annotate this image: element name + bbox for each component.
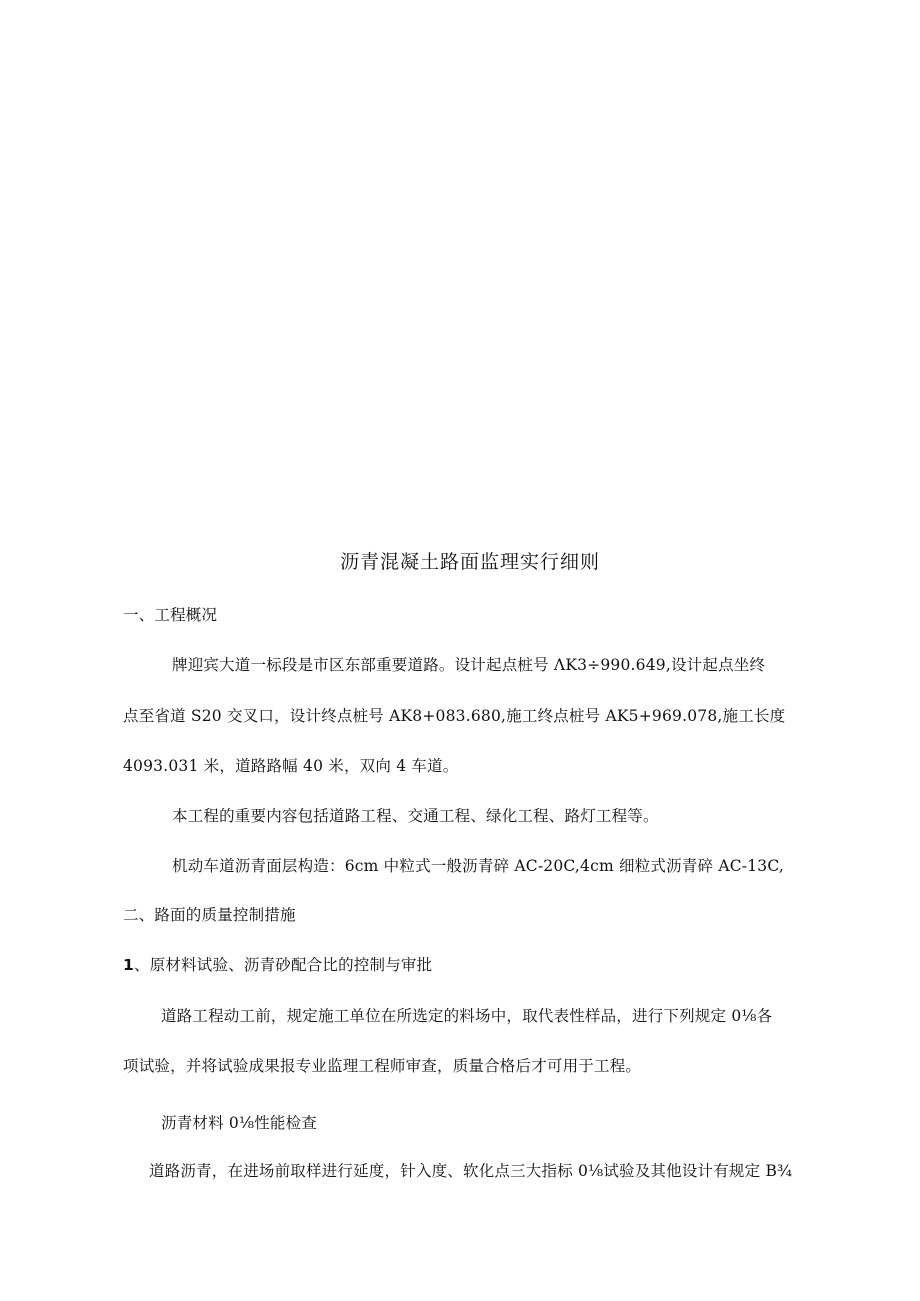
section-2-para-2: 道路沥青，在进场前取样进行延度，针入度、软化点三大指标 0⅛试验及其他设计有规定 B¾ bbox=[149, 1162, 793, 1180]
subsection-2-heading: 沥青材料 0⅛性能检查 bbox=[161, 1114, 318, 1132]
document-title: 沥青混凝土路面监理实行细则 bbox=[339, 551, 600, 573]
section-1-para-1-line-2: 点至省道 S20 交叉口，设计终点桩号 AK8+083.680,施工终点桩号 AK5+969.078,施工长度 bbox=[123, 707, 786, 725]
subsection-1-text: 、原材料试验、沥青砂配合比的控制与审批 bbox=[134, 956, 433, 974]
section-1-para-2: 本工程的重要内容包括道路工程、交通工程、绿化工程、路灯工程等。 bbox=[172, 807, 659, 825]
section-2-heading: 二、路面的质量控制措施 bbox=[123, 906, 296, 924]
subsection-1-number: 1 bbox=[123, 956, 134, 974]
section-1-para-1-line-3: 4093.031 米，道路路幅 40 米，双向 4 车道。 bbox=[123, 757, 459, 775]
section-2-para-1-line-1: 道路工程动工前，规定施工单位在所选定的料场中，取代表性样品，进行下列规定 0⅛各 bbox=[161, 1007, 773, 1025]
section-2-para-1-line-2: 项试验，并将试验成果报专业监理工程师审查，质量合格后才可用于工程。 bbox=[123, 1057, 642, 1075]
section-1-para-3: 机动车道沥青面层构造：6cm 中粒式一般沥青碎 AC-20C,4cm 细粒式沥青碎 AC-13C, bbox=[172, 857, 784, 875]
section-1-heading: 一、工程概况 bbox=[123, 606, 218, 624]
section-1-para-1-line-1: 牌迎宾大道一标段是市区东部重要道路。设计起点桩号 ΛK3÷990.649,设计起点坐终 bbox=[172, 656, 766, 674]
subsection-1-heading bbox=[123, 958, 432, 974]
